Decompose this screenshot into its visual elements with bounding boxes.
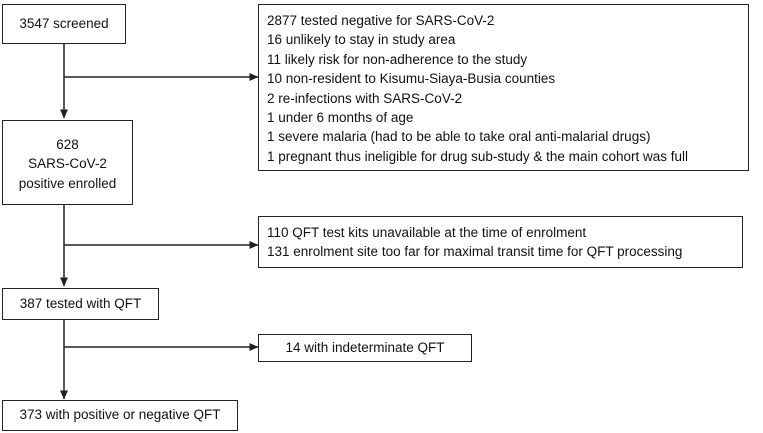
exclusions-box-2: [258, 216, 743, 268]
exclusion-item: 14 with indeterminate QFT: [285, 340, 445, 355]
enrolled-count: 628: [56, 137, 79, 152]
exclusions-box-1: [258, 4, 749, 171]
enrolled-label-2: positive enrolled: [18, 175, 117, 191]
final-box: [2, 400, 238, 431]
final-text: 373 with positive or negative QFT: [19, 407, 221, 422]
exclusion-item: 1 severe malaria (had to be able to take oral anti-malarial drugs): [267, 129, 651, 145]
exclusion-item: 2877 tested negative for SARS-CoV-2: [267, 13, 495, 28]
exclusion-item: 110 QFT test kits unavailable at the time of enrolment: [267, 225, 587, 240]
tested-qft-box: [2, 288, 159, 320]
enrolled-label-1: SARS-CoV-2: [28, 156, 107, 172]
exclusion-item: 11 likely risk for non-adherence to the study: [267, 51, 528, 67]
exclusion-item: 1 pregnant thus ineligible for drug sub-study & the main cohort was full: [267, 148, 688, 164]
exclusion-item: 131 enrolment site too far for maximal transit time for QFT processing: [267, 244, 683, 260]
exclusion-item: 16 unlikely to stay in study area: [267, 32, 456, 48]
enrolled-box: [2, 120, 133, 205]
exclusions-box-3: [258, 334, 472, 362]
tested-qft-text: 387 tested with QFT: [19, 296, 142, 311]
screened-text: 3547 screened: [19, 16, 109, 31]
exclusion-item: 2 re-infections with SARS-CoV-2: [267, 90, 463, 106]
exclusion-item: 1 under 6 months of age: [267, 110, 414, 126]
screened-box: [2, 4, 126, 44]
exclusion-item: 10 non-resident to Kisumu-Siaya-Busia counties: [267, 71, 556, 87]
